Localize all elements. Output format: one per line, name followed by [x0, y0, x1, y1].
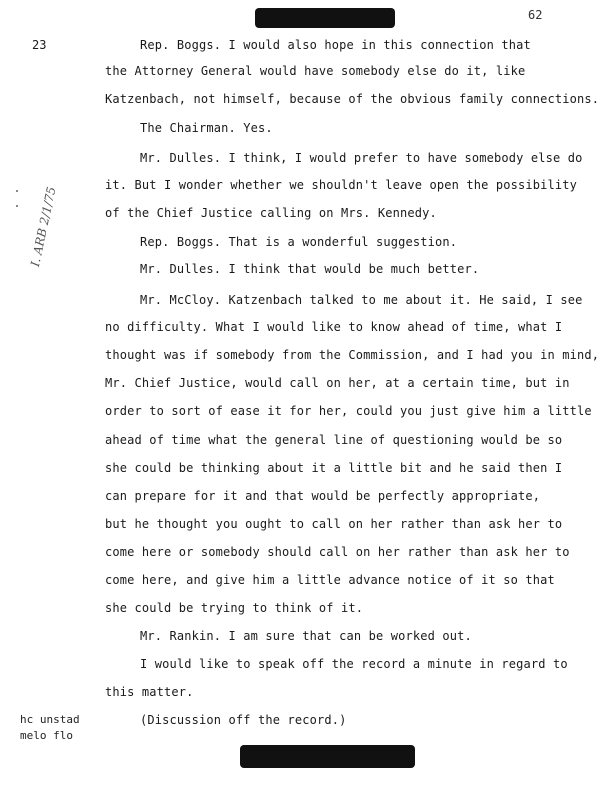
transcript-line: no difficulty. What I would like to know ahead of time, what I	[105, 320, 563, 334]
scan-speck	[16, 190, 18, 192]
transcript-line: Mr. McCloy. Katzenbach talked to me about it. He said, I see	[140, 293, 583, 307]
transcript-line: but he thought you ought to call on her rather than ask her to	[105, 517, 563, 531]
transcript-line: Katzenbach, not himself, because of the obvious family connections.	[105, 92, 600, 106]
transcript-line: ahead of time what the general line of questioning would be so	[105, 433, 563, 447]
transcript-line: come here, and give him a little advance notice of it so that	[105, 573, 555, 587]
margin-line-number: 23	[32, 38, 47, 52]
transcript-line: Rep. Boggs. That is a wonderful suggestion.	[140, 235, 458, 249]
transcript-line: Mr. Dulles. I think that would be much better.	[140, 262, 480, 276]
transcript-line: she could be thinking about it a little bit and he said then I	[105, 461, 563, 475]
transcript-line: Rep. Boggs. I would also hope in this connection that	[140, 38, 531, 52]
margin-stamp: I. ARB 2/1/75	[28, 185, 59, 268]
transcript-line: (Discussion off the record.)	[140, 713, 347, 727]
page-number: 62	[528, 8, 543, 22]
transcript-line: The Chairman. Yes.	[140, 121, 273, 135]
transcript-line: can prepare for it and that would be perfectly appropriate,	[105, 489, 541, 503]
transcript-line: Mr. Chief Justice, would call on her, at a certain time, but in	[105, 376, 570, 390]
transcript-line: come here or somebody should call on her rather than ask her to	[105, 545, 570, 559]
transcript-line: I would like to speak off the record a minute in regard to	[140, 657, 568, 671]
transcript-line: it. But I wonder whether we shouldn't leave open the possibility	[105, 178, 577, 192]
redaction-bar-top	[255, 8, 395, 28]
transcript-line: the Attorney General would have somebody else do it, like	[105, 64, 526, 78]
transcript-line: Mr. Rankin. I am sure that can be worked out.	[140, 629, 472, 643]
margin-note: melo flo	[20, 729, 73, 742]
transcript-line: she could be trying to think of it.	[105, 601, 364, 615]
transcript-line: of the Chief Justice calling on Mrs. Kennedy.	[105, 206, 437, 220]
transcript-line: order to sort of ease it for her, could you just give him a little	[105, 404, 592, 418]
transcript-line: this matter.	[105, 685, 194, 699]
margin-note: hc unstad	[20, 713, 80, 726]
transcript-line: Mr. Dulles. I think, I would prefer to have somebody else do	[140, 151, 583, 165]
redaction-bar-bottom	[240, 745, 415, 768]
transcript-line: thought was if somebody from the Commission, and I had you in mind,	[105, 348, 600, 362]
scan-speck	[16, 205, 18, 207]
